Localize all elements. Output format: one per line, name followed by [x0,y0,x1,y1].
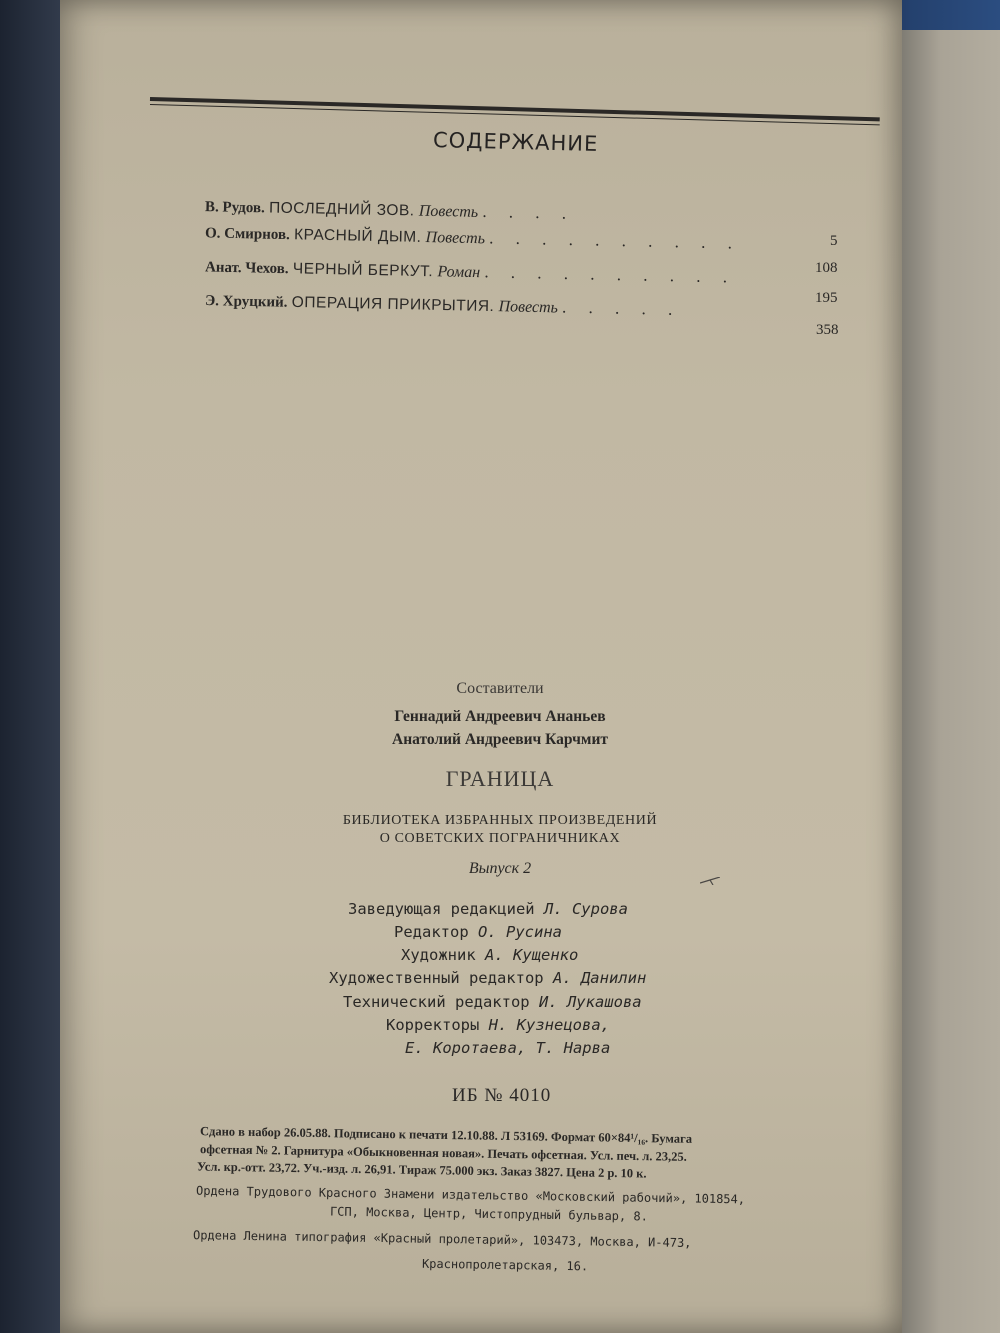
staff-person: Е. Коротаева, Т. Нарва [405,1039,611,1057]
staff-line [348,900,628,918]
contents-heading: СОДЕРЖАНИЕ [432,127,599,157]
toc-genre: Повесть [498,298,559,317]
toc-page-number: 5 [830,233,838,249]
staff-role: Художник [401,946,476,964]
staff-line [343,993,642,1011]
staff-role: Технический редактор [343,993,530,1011]
book-title: ГРАНИЦА [445,766,555,791]
toc-author: О. Смирнов. [204,225,291,244]
ib-number: ИБ № 4010 [452,1085,552,1106]
compiler-name: Анатолий Андреевич Карчмит [392,731,608,748]
toc-title: ЧЕРНЫЙ БЕРКУТ. [292,260,434,281]
staff-line [405,1039,610,1057]
imprint-line: офсетная № 2. Гарнитура «Обыкновенная новая». Печать офсетная. Усл. печ. л. 23,25. [199,1142,687,1164]
toc-page-number: 108 [815,260,838,276]
toc-title: ОПЕРАЦИЯ ПРИКРЫТИЯ. [291,293,495,316]
series-title-line: БИБЛИОТЕКА ИЗБРАННЫХ ПРОИЗВЕДЕНИЙ [342,813,658,828]
toc-leader-dots: . . . . . [561,297,682,319]
staff-role: Редактор [394,923,469,941]
toc-leader-dots: . . . . . . . . . . [489,228,742,253]
issue-number: Выпуск 2 [468,860,532,877]
toc-author: Анат. Чехов. [204,259,289,278]
publisher-line: ГСП, Москва, Центр, Чистопрудный бульвар, 8. [329,1204,648,1224]
imprint-line: Усл. кр.-отт. 23,72. Уч.-изд. л. 26,91. Тираж 75.000 экз. Заказ 3827. Цена 2 р. 10 к. [196,1159,647,1181]
printer-line: Ордена Ленина типография «Красный пролетарий», 103473, Москва, И-473, [192,1228,692,1250]
staff-line [401,946,578,964]
staff-role: Корректоры [386,1016,480,1034]
toc-author: В. Рудов. [204,199,265,217]
staff-person: Н. Кузнецова, [488,1016,610,1034]
toc-page-number: 358 [816,322,839,338]
toc-leader-dots: . . . . . . . . . . [484,262,737,287]
toc-page-number: 195 [815,290,838,306]
staff-person: А. Данилин [552,969,647,987]
publisher-line: Ордена Трудового Красного Знамени издательство «Московский рабочий», 101854, [195,1183,746,1207]
staff-person: О. Русина [478,923,562,941]
toc-author: Э. Хруцкий. [204,293,288,311]
toc-genre: Роман [437,263,481,282]
compiler-name: Геннадий Андреевич Ананьев [394,708,606,725]
staff-line [394,923,562,941]
toc-title: ПОСЛЕДНИЙ ЗОВ. [268,199,415,220]
toc-genre: Повесть [425,229,486,248]
printer-line: Краснопролетарская, 16. [421,1256,589,1274]
toc-genre: Повесть [418,202,479,221]
staff-person: Л. Сурова [543,900,628,918]
toc-title: КРАСНЫЙ ДЫМ. [293,226,422,246]
staff-role: Заведующая редакцией [348,900,535,918]
staff-person: И. Лукашова [538,993,642,1011]
staff-person: А. Кущенко [485,946,579,964]
staff-role: Художественный редактор [329,969,544,987]
staff-line [329,969,646,987]
compilers-label: Составители [456,680,544,697]
toc-leader-dots: . . . . [482,201,576,223]
staff-line [386,1016,610,1034]
imprint-line: Сдано в набор 26.05.88. Подписано к печати 12.10.88. Л 53169. Формат 60×84¹/₁₆. Бумага [199,1124,693,1146]
series-title-line: О СОВЕТСКИХ ПОГРАНИЧНИКАХ [379,831,621,846]
ink-mark-icon [700,877,720,885]
